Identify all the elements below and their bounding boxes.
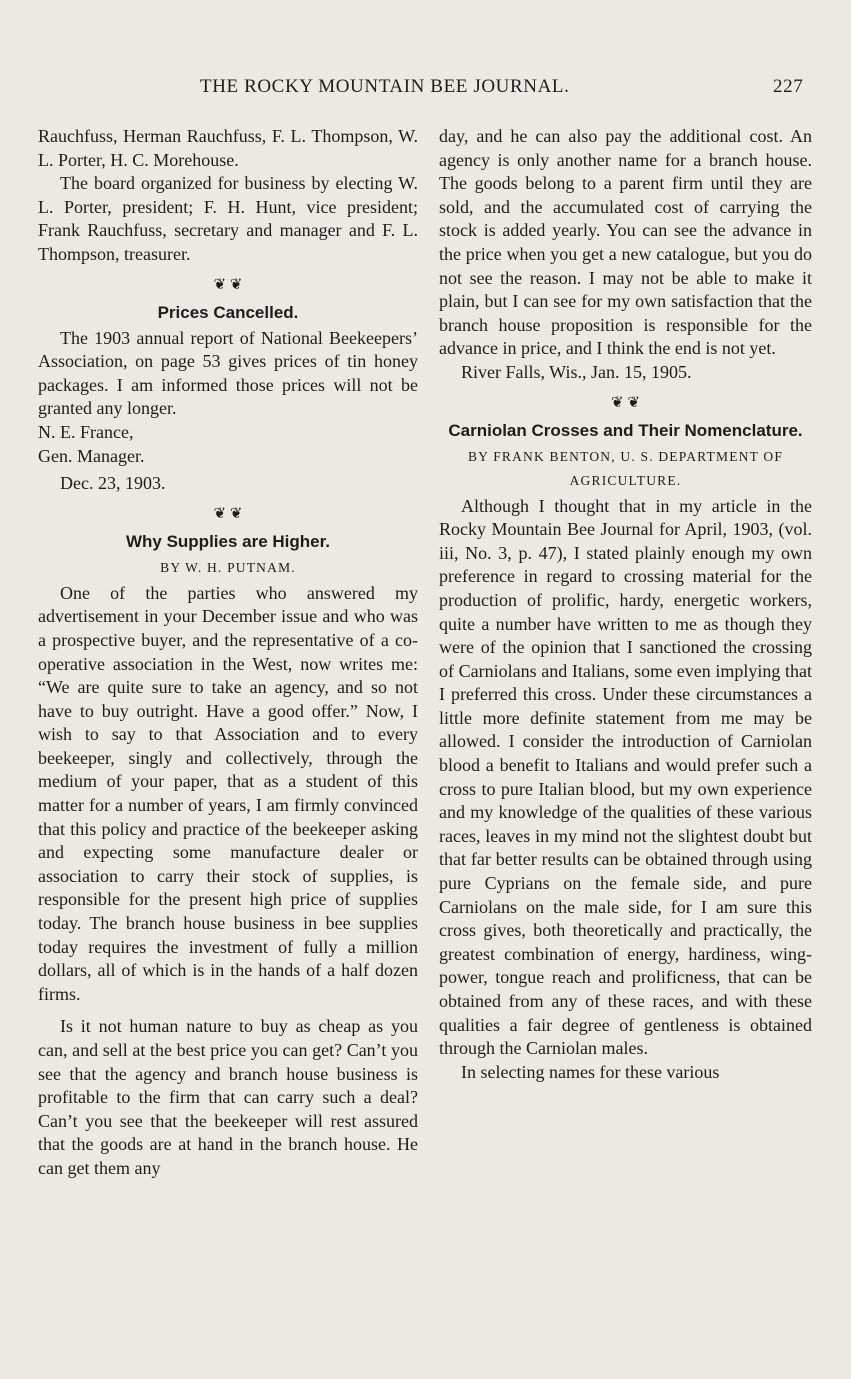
letter-date: Dec. 23, 1903.: [60, 473, 166, 494]
byline-benton: BY FRANK BENTON, U. S. DEPARTMENT OF AGRICULTURE.: [467, 448, 784, 488]
ornament-divider-icon: ❦ ❦: [213, 505, 243, 522]
left-column: [38, 125, 418, 1181]
board-members-text: Rauchfuss, Herman Rauchfuss, F. L. Thompson, W. L. Porter, H. C. Morehouse.: [38, 126, 418, 170]
putnam-paragraph-1: One of the parties who answered my advertisement in your December issue and who was a prospective buyer, and the representative of a co-operative association in the West, now writes me: “We are quite sure to take an agency, and so not have to buy outright. Have a good offer.” Now, I wish to say to that Association and to every beekeeper, singly and collectively, through the medium of your paper, that as a student of this matter for a number of years, I am firmly convinced that this policy and practice of the beekeeper asking and expecting some manufacture dealer or association to carry their stock of supplies, is responsible for the present high price of supplies today. The branch house business in bee supplies today requires the investment of fully a million dollars, all of which is in the hands of a half dozen firms.: [38, 582, 418, 1004]
benton-paragraph-1: Although I thought that in my article in the Rocky Mountain Bee Journal for April, 1903, (vol. iii, No. 3, p. 47), I stated plainly enough my own preference in regard to crossing material for the production of prolific, hardy, energetic workers, quite a number have written to me as though they were of the opinion that I sanctioned the crossing of Carniolans and Italians, some even implying that I preferred this cross. Under these circumstances a little more definite statement from me may be allowed. I consider the introduction of Carniolan blood a benefit to Italians and would prefer such a cross to pure Italian blood, but my own experience and my knowledge of the qualities of these various races, leaves in my mind not the slightest doubt but that far better results can be obtained through using pure Cyprians on the female side, and pure Carniolans on the male side, for I am sure this cross gives, both theoretically and practically, the greatest combination of energy, hardiness, wing-power, tongue reach and prolificness, that can be obtained from any of these races, and with these qualities a fair degree of gentleness is obtained through the Carniolan males.: [439, 495, 812, 1059]
byline-putnam: BY W. H. PUTNAM.: [160, 559, 296, 575]
ornament-divider-icon: ❦ ❦: [213, 276, 243, 293]
prices-cancelled-paragraph: The 1903 annual report of National Beekeepers’ Association, on page 53 gives prices of tin honey packages. I am informed those prices will not be granted any longer.: [38, 327, 418, 419]
right-column: [439, 125, 812, 1084]
page-number: 227: [773, 76, 804, 97]
signature-title: Gen. Manager.: [38, 445, 145, 466]
signature-name: N. E. France,: [38, 421, 134, 442]
heading-prices-cancelled: Prices Cancelled.: [157, 302, 299, 322]
journal-title: THE ROCKY MOUNTAIN BEE JOURNAL.: [200, 76, 570, 97]
benton-paragraph-2: In selecting names for these various: [461, 1061, 720, 1082]
place-and-date: River Falls, Wis., Jan. 15, 1905.: [461, 361, 692, 382]
heading-carniolan-crosses: Carniolan Crosses and Their Nomenclature.: [448, 420, 803, 440]
ornament-divider-icon: ❦ ❦: [611, 394, 640, 411]
putnam-paragraph-2: Is it not human nature to buy as cheap as you can, and sell at the best price you can get? Can’t you see that the agency and branch house business is profitable to the firm that can carry such a deal? Can’t you see that the beekeeper will rest assured that the goods are at hand in the branch house. He can get them any: [38, 1016, 418, 1178]
board-officers-paragraph: The board organized for business by electing W. L. Porter, president; F. H. Hunt, vice president; Frank Rauchfuss, secretary and manager and F. L. Thompson, treasurer.: [38, 173, 418, 264]
putnam-paragraph-continued: day, and he can also pay the additional cost. An agency is only another name for a branch house. The goods belong to a parent firm until they are sold, and the accumulated cost of carrying the stock is added yearly. You can see the advance in the price when you get a new catalogue, but you do not see the reason. I may not be able to make it plain, but I can see for my own satisfaction that the branch house proposition is responsible for the advance in price, and I think the end is not yet.: [439, 126, 812, 359]
heading-why-supplies-higher: Why Supplies are Higher.: [125, 531, 331, 551]
running-header: [0, 76, 851, 106]
